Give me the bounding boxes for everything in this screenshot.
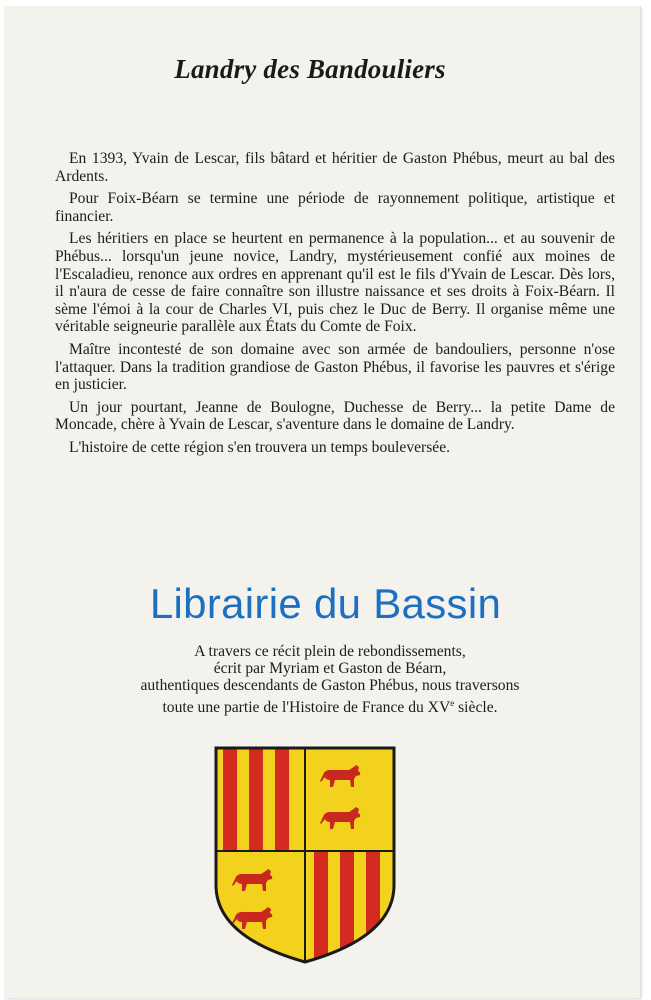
bookshop-watermark: Librairie du Bassin: [149, 580, 502, 627]
author-blurb: [120, 643, 540, 716]
blurb-line-text: siècle.: [454, 698, 498, 716]
synopsis-paragraph: En 1393, Yvain de Lescar, fils bâtard et héritier de Gaston Phébus, meurt au bal des Ardents.: [55, 150, 615, 185]
synopsis-paragraph: Maître incontesté de son domaine avec son armée de bandouliers, personne n'ose l'attaquer. Dans la tradition grandiose de Gaston Phébus, il favorise les pauvres et s'érige en justicier.: [55, 340, 615, 394]
blurb-line-text: toute une partie de l'Histoire de France du XV: [162, 698, 451, 716]
synopsis-paragraph: Les héritiers en place se heurtent en permanence à la population... et au souvenir de Phébus... lorsqu'un jeune novice, Landry, mystérieusement confié aux moines de l'Escaladieu, renonce aux ordres en apprenant qu'il est le fils d'Yvain de Lescar. Dès lors, il n'aura de cesse de faire connaître son illustre naissance et ses droits à Foix-Béarn. Il sème l'émoi à la cour de Charles VI, puis chez le Duc de Berry. Il organise même une véritable seigneurie parallèle aux États du Comte de Foix.: [55, 230, 615, 336]
synopsis: [55, 150, 615, 462]
synopsis-paragraph: L'histoire de cette région s'en trouvera un temps bouleversée.: [69, 438, 451, 456]
red-pale: [249, 745, 263, 851]
quarter-bearn-top: [305, 745, 397, 851]
red-pale: [275, 745, 289, 851]
blurb-line: [120, 695, 540, 716]
red-pale: [366, 851, 380, 965]
red-pale: [314, 851, 328, 965]
book-title: Landry des Bandouliers: [174, 54, 446, 84]
foix-bearn-coat-of-arms-icon: [213, 745, 397, 965]
synopsis-paragraph: Un jour pourtant, Jeanne de Boulogne, Duchesse de Berry... la petite Dame de Moncade, chère à Yvain de Lescar, s'aventure dans le domaine de Landry.: [55, 398, 615, 434]
century-superscript: e: [450, 697, 455, 708]
synopsis-paragraph: Pour Foix-Béarn se termine une période de rayonnement politique, artistique et financier.: [55, 190, 615, 225]
red-pale: [223, 745, 237, 851]
blurb-line: authentiques descendants de Gaston Phébus, nous traversons: [140, 677, 520, 695]
blurb-line: écrit par Myriam et Gaston de Béarn,: [213, 660, 447, 678]
blurb-line: A travers ce récit plein de rebondissements,: [194, 643, 466, 660]
quarter-bearn-bottom: [213, 851, 305, 965]
